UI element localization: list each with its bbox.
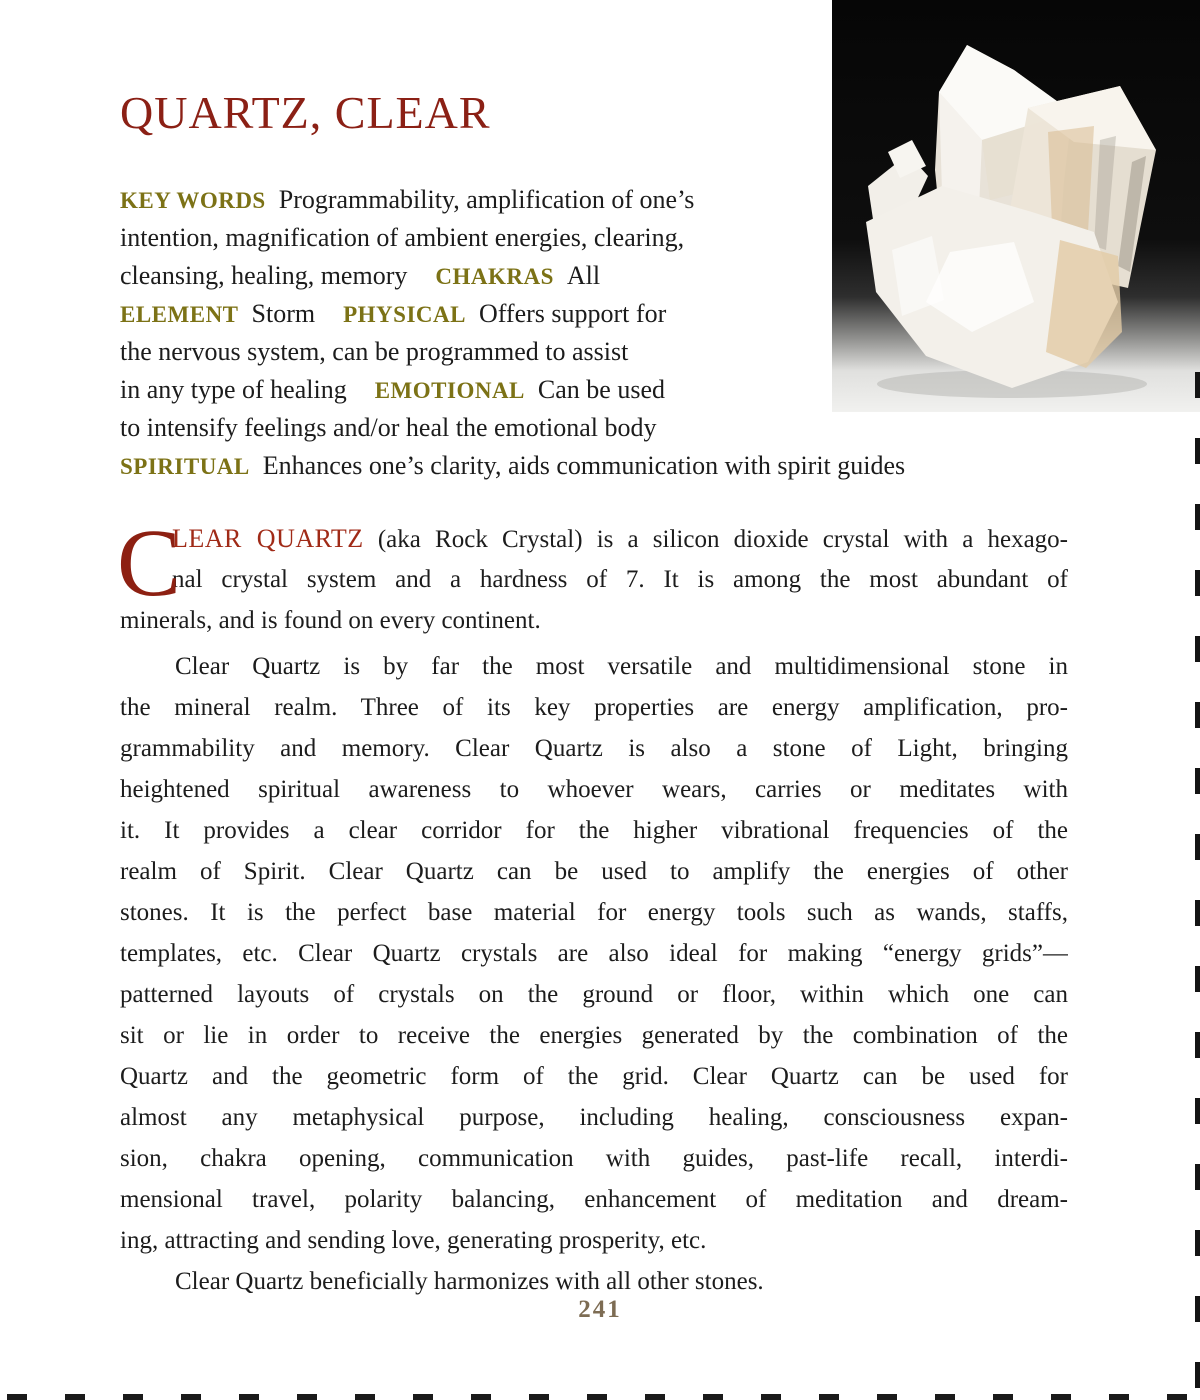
page-bottom-dashes: [7, 1394, 1200, 1400]
keywords-chakras-line: [120, 257, 1080, 295]
body-line: realm of Spirit. Clear Quartz can be used to amplify the energies of other: [120, 858, 1068, 885]
physical-text: in any type of healing: [120, 375, 347, 404]
body-line: templates, etc. Clear Quartz crystals are also ideal for making “energy grids”—: [120, 940, 1068, 967]
physical-emotional-line: [120, 371, 1080, 409]
keywords-line: [120, 181, 1080, 219]
body-line: Clear Quartz is by far the most versatile and multidimensional stone in: [175, 653, 1068, 680]
body-line: Quartz and the geometric form of the grid. Clear Quartz can be used for: [120, 1063, 1068, 1090]
physical-line: [120, 333, 1080, 371]
body-line: Clear Quartz beneficially harmonizes with all other stones.: [175, 1268, 764, 1295]
spiritual-line: [120, 447, 1080, 485]
key-words-text: Programmability, amplification of one’s: [278, 185, 695, 214]
physical-label: PHYSICAL: [343, 302, 466, 327]
body-line: minerals, and is found on every continent.: [120, 607, 541, 634]
body-line: grammability and memory. Clear Quartz is also a stone of Light, bringing: [120, 735, 1068, 762]
body-line: patterned layouts of crystals on the ground or floor, within which one can: [120, 981, 1068, 1008]
body-line: sion, chakra opening, communication with guides, past-life recall, interdi-: [120, 1145, 1068, 1172]
element-physical-line: [120, 295, 1080, 333]
body-line: [172, 518, 1068, 559]
body-line: heightened spiritual awareness to whoever wears, carries or meditates with: [120, 776, 1068, 803]
emotional-label: EMOTIONAL: [374, 378, 525, 403]
element-label: ELEMENT: [120, 302, 239, 327]
body-line: sit or lie in order to receive the energies generated by the combination of the: [120, 1022, 1068, 1049]
lead-small-caps: LEAR QUARTZ: [172, 524, 364, 553]
key-words-label: KEY WORDS: [120, 188, 266, 213]
element-text: Storm: [251, 299, 316, 328]
body-line: the mineral realm. Three of its key properties are energy amplification, pro-: [120, 694, 1068, 721]
body-line-text: (aka Rock Crystal) is a silicon dioxide crystal with a hexago-: [377, 526, 1068, 553]
physical-text: Offers support for: [478, 299, 667, 328]
attributes-block: [120, 181, 1080, 485]
body-line: almost any metaphysical purpose, including healing, consciousness expan-: [120, 1104, 1068, 1131]
body-line: stones. It is the perfect base material for energy tools such as wands, staffs,: [120, 899, 1068, 926]
spiritual-text: Enhances one’s clarity, aids communication with spirit guides: [262, 451, 906, 480]
page-number: 241: [578, 1296, 622, 1323]
keywords-line: [120, 219, 1080, 257]
physical-text: the nervous system, can be programmed to assist: [120, 337, 629, 366]
body-line: nal crystal system and a hardness of 7. It is among the most abundant of: [172, 566, 1068, 593]
page-edge-ticks: [1195, 372, 1200, 1396]
body-paragraph: [120, 646, 1068, 1261]
page-title: QUARTZ, CLEAR: [120, 87, 491, 138]
article-body: [117, 509, 1068, 1302]
emotional-line: [120, 409, 1080, 447]
body-line: ing, attracting and sending love, generating prosperity, etc.: [120, 1227, 707, 1254]
drop-cap: C: [117, 509, 182, 616]
emotional-text: Can be used: [537, 375, 665, 404]
key-words-text: cleansing, healing, memory: [120, 261, 408, 290]
emotional-text: to intensify feelings and/or heal the emotional body: [120, 413, 657, 442]
body-line: mensional travel, polarity balancing, enhancement of meditation and dream-: [120, 1186, 1068, 1213]
chakras-label: CHAKRAS: [435, 264, 554, 289]
body-line: it. It provides a clear corridor for the higher vibrational frequencies of the: [120, 817, 1068, 844]
chakras-text: All: [566, 261, 601, 290]
spiritual-label: SPIRITUAL: [120, 454, 250, 479]
key-words-text: intention, magnification of ambient energies, clearing,: [120, 223, 685, 252]
